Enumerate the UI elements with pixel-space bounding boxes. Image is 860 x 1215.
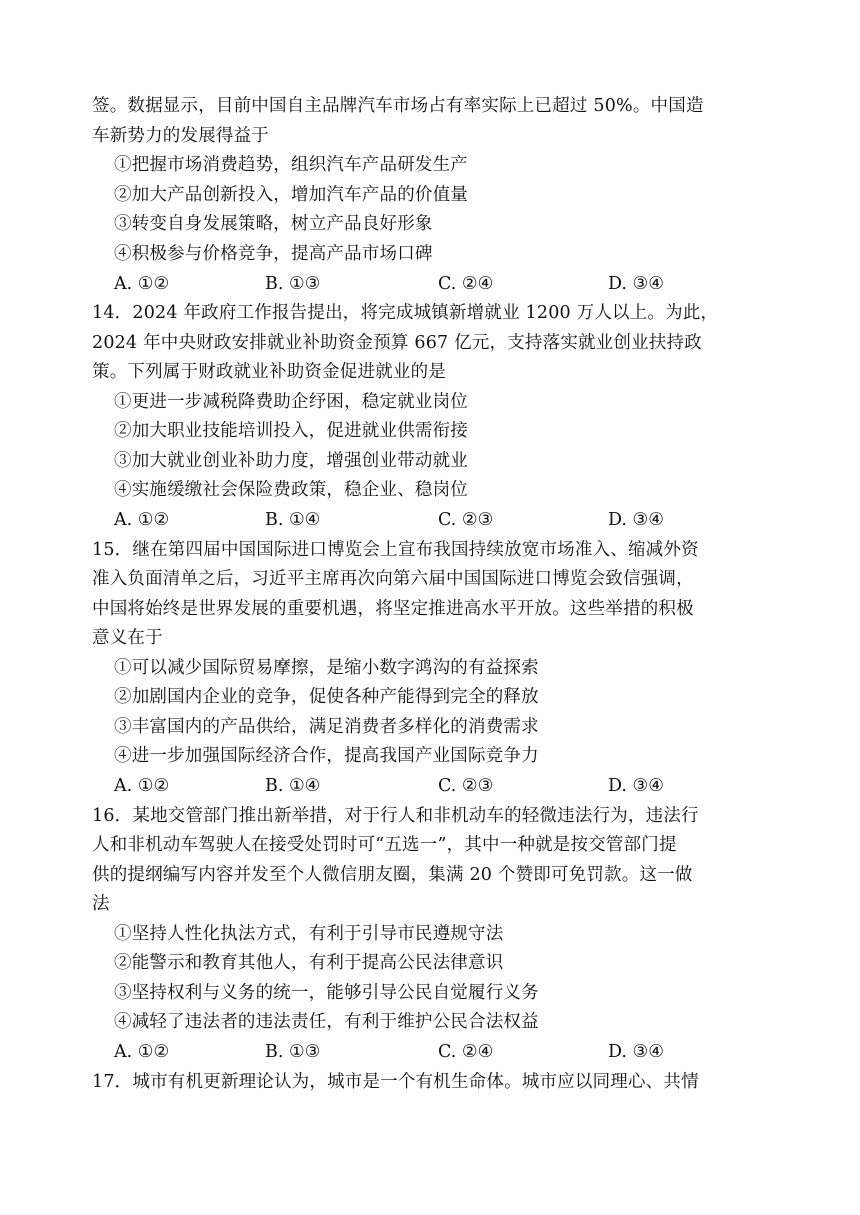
- q13-choice-d: D. ③④: [608, 274, 664, 294]
- q15-option-3: ③丰富国内的产品供给，满足消费者多样化的消费需求: [114, 717, 539, 737]
- q13-stem-line-2: 车新势力的发展得益于: [92, 126, 269, 146]
- q14-option-1: ①更进一步减税降费助企纾困，稳定就业岗位: [114, 392, 468, 412]
- q16-option-1: ①坚持人性化执法方式，有利于引导市民遵规守法: [114, 924, 504, 944]
- q15-choice-a: A. ①②: [114, 776, 170, 796]
- q13-choice-b: B. ①③: [265, 274, 321, 294]
- q14-choice-c: C. ②③: [438, 510, 494, 530]
- q14-choice-b: B. ①④: [265, 510, 321, 530]
- q13-option-2: ②加大产品创新投入，增加汽车产品的价值量: [114, 185, 468, 205]
- q14-option-2: ②加大职业技能培训投入，促进就业供需衔接: [114, 421, 468, 441]
- q13-choice-a: A. ①②: [114, 274, 170, 294]
- q15-stem-line-1: 15．继在第四届中国国际进口博览会上宣布我国持续放宽市场准入、缩减外资: [92, 540, 699, 560]
- q16-choice-d: D. ③④: [608, 1042, 664, 1062]
- q16-option-4: ④减轻了违法者的违法责任，有利于维护公民合法权益: [114, 1012, 539, 1032]
- q16-choice-b: B. ①③: [265, 1042, 321, 1062]
- q15-stem-line-2: 准入负面清单之后，习近平主席再次向第六届中国国际进口博览会致信强调，: [92, 569, 694, 589]
- q15-option-2: ②加剧国内企业的竞争，促使各种产能得到完全的释放: [114, 687, 539, 707]
- q14-stem-line-2: 2024 年中央财政安排就业补助资金预算 667 亿元，支持落实就业创业扶持政: [92, 333, 702, 353]
- q13-stem-line-1: 签。数据显示，目前中国自主品牌汽车市场占有率实际上已超过 50%。中国造: [92, 96, 704, 116]
- q14-choice-a: A. ①②: [114, 510, 170, 530]
- q13-option-4: ④积极参与价格竞争，提高产品市场口碑: [114, 244, 433, 264]
- q16-choice-a: A. ①②: [114, 1042, 170, 1062]
- q14-choice-d: D. ③④: [608, 510, 664, 530]
- q17-stem-line-1: 17．城市有机更新理论认为，城市是一个有机生命体。城市应以同理心、共情: [92, 1072, 699, 1092]
- q15-stem-line-4: 意义在于: [92, 628, 163, 648]
- q15-choice-b: B. ①④: [265, 776, 321, 796]
- q13-option-3: ③转变自身发展策略，树立产品良好形象: [114, 214, 433, 234]
- q14-stem-line-3: 策。下列属于财政就业补助资金促进就业的是: [92, 362, 446, 382]
- q14-option-4: ④实施缓缴社会保险费政策，稳企业、稳岗位: [114, 480, 468, 500]
- q16-stem-line-3: 供的提纲编写内容并发至个人微信朋友圈，集满 20 个赞即可免罚款。这一做: [92, 865, 693, 885]
- q16-stem-line-1: 16．某地交管部门推出新举措，对于行人和非机动车的轻微违法行为，违法行: [92, 806, 699, 826]
- q16-choice-c: C. ②④: [438, 1042, 494, 1062]
- q15-choice-d: D. ③④: [608, 776, 664, 796]
- q14-stem-line-1: 14．2024 年政府工作报告提出，将完成城镇新增就业 1200 万人以上。为此，: [92, 303, 719, 323]
- q14-option-3: ③加大就业创业补助力度，增强创业带动就业: [114, 451, 468, 471]
- q16-stem-line-4: 法: [92, 894, 110, 914]
- q15-option-1: ①可以减少国际贸易摩擦，是缩小数字鸿沟的有益探索: [114, 658, 539, 678]
- q15-stem-line-3: 中国将始终是世界发展的重要机遇，将坚定推进高水平开放。这些举措的积极: [92, 599, 694, 619]
- q16-option-2: ②能警示和教育其他人，有利于提高公民法律意识: [114, 953, 504, 973]
- q13-option-1: ①把握市场消费趋势，组织汽车产品研发生产: [114, 155, 468, 175]
- q13-choice-c: C. ②④: [438, 274, 494, 294]
- q15-option-4: ④进一步加强国际经济合作，提高我国产业国际竞争力: [114, 746, 539, 766]
- q16-option-3: ③坚持权利与义务的统一，能够引导公民自觉履行义务: [114, 983, 539, 1003]
- q15-choice-c: C. ②③: [438, 776, 494, 796]
- q16-stem-line-2: 人和非机动车驾驶人在接受处罚时可“五选一”，其中一种就是按交管部门提: [92, 835, 677, 855]
